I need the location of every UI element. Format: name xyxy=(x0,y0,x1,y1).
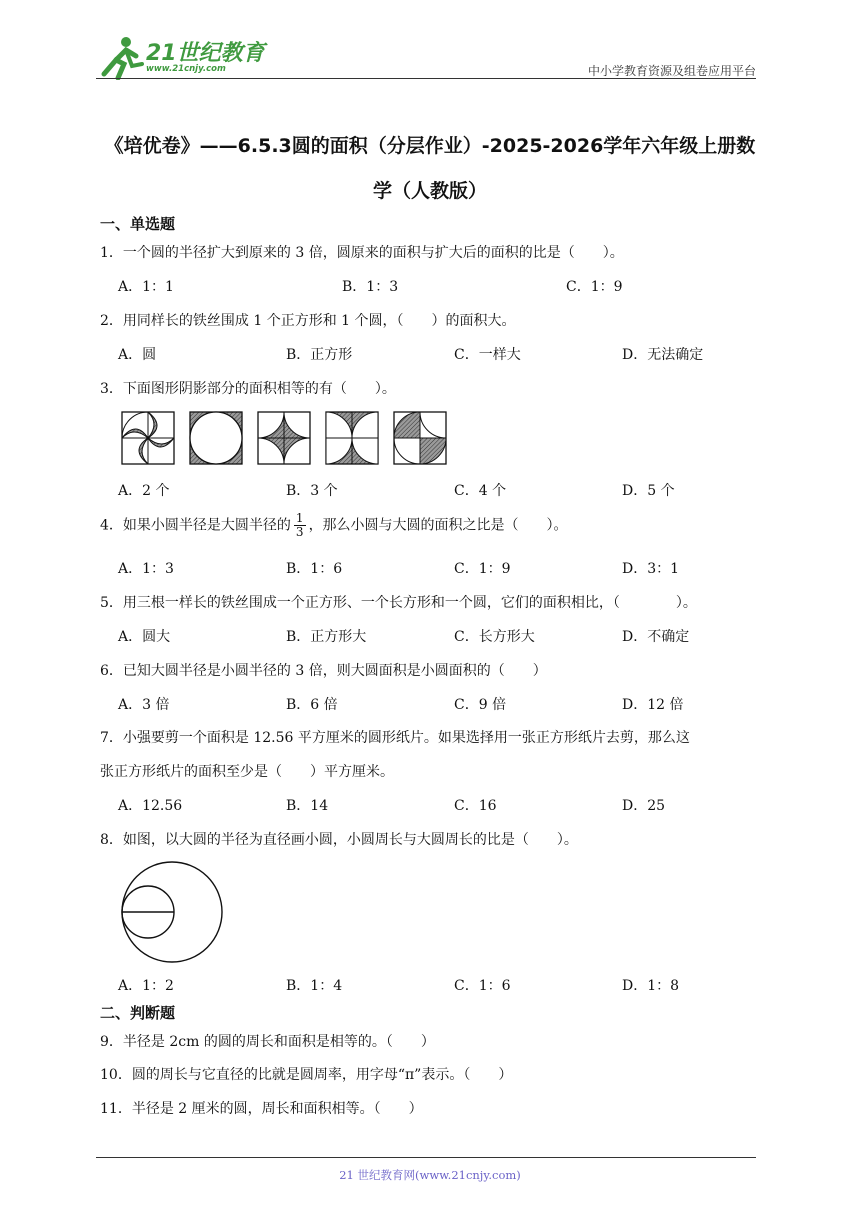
footer-link[interactable]: 21 世纪教育网(www.21cnjy.com) xyxy=(339,1168,521,1182)
q4-option-a: A．1：3 xyxy=(118,561,174,577)
section-heading-single-choice: 一、单选题 xyxy=(100,215,176,233)
q4-option-c: C．1：9 xyxy=(454,561,511,577)
question-2: 2．用同样长的铁丝围成 1 个正方形和 1 个圆，（ ）的面积大。 xyxy=(100,313,516,329)
q3-option-d: D．5 个 xyxy=(622,483,675,499)
question-4 xyxy=(100,512,568,539)
q4-option-b: B．1：6 xyxy=(286,561,343,577)
q4-text-after: ，那么小圆与大圆的面积之比是（ ）。 xyxy=(308,517,568,534)
page-title-line2: 学（人教版） xyxy=(372,180,487,202)
question-1: 1．一个圆的半径扩大到原来的 3 倍，圆原来的面积与扩大后的面积的比是（ ）。 xyxy=(100,245,624,261)
q3-option-b: B．3 个 xyxy=(286,483,338,499)
q1-option-a: A．1：1 xyxy=(118,279,174,295)
q5-option-d: D．不确定 xyxy=(622,629,690,645)
q5-option-c: C．长方形大 xyxy=(454,629,535,645)
q8-option-b: B．1：4 xyxy=(286,978,343,994)
q4-fraction-denominator: 3 xyxy=(295,525,304,539)
q1-option-c: C．1：9 xyxy=(566,279,623,295)
question-7-line2: 张正方形纸片的面积至少是（ ）平方厘米。 xyxy=(100,764,394,780)
logo-url: www.21cnjy.com xyxy=(146,64,226,74)
logo xyxy=(96,34,266,80)
q3-option-a: A．2 个 xyxy=(118,483,170,499)
question-10: 10．圆的周长与它直径的比就是圆周率，用字母“π”表示。（ ） xyxy=(100,1067,513,1083)
q5-option-a: A．圆大 xyxy=(118,629,171,645)
q7-option-b: B．14 xyxy=(286,798,329,814)
q7-option-d: D．25 xyxy=(622,798,666,814)
q6-option-d: D．12 倍 xyxy=(622,697,684,713)
question-8: 8．如图，以大圆的半径为直径画小圆，小圆周长与大圆周长的比是（ ）。 xyxy=(100,832,578,848)
q3-option-c: C．4 个 xyxy=(454,483,507,499)
q6-option-c: C．9 倍 xyxy=(454,697,507,713)
q8-option-d: D．1：8 xyxy=(622,978,680,994)
figure-quarter-arcs xyxy=(394,412,446,464)
figure-concave-star xyxy=(258,412,310,464)
q4-option-d: D．3：1 xyxy=(622,561,680,577)
q8-option-c: C．1：6 xyxy=(454,978,511,994)
q2-option-a: A．圆 xyxy=(118,347,157,363)
q6-option-a: A．3 倍 xyxy=(118,697,170,713)
figure-pinwheel xyxy=(122,412,174,464)
q1-option-b: B．1：3 xyxy=(342,279,399,295)
q8-option-a: A．1：2 xyxy=(118,978,174,994)
header-tagline: 中小学教育资源及组卷应用平台 xyxy=(587,64,756,78)
q2-option-b: B．正方形 xyxy=(286,347,353,363)
q6-option-b: B．6 倍 xyxy=(286,697,338,713)
page-title-line1: 《培优卷》——6.5.3圆的面积（分层作业）-2025-2026学年六年级上册数 xyxy=(104,135,756,157)
q4-text-before: 4．如果小圆半径是大圆半径的 xyxy=(100,517,291,534)
question-3: 3．下面图形阴影部分的面积相等的有（ ）。 xyxy=(100,381,396,397)
q2-option-c: C．一样大 xyxy=(454,347,521,363)
header-divider xyxy=(96,78,756,79)
q7-option-a: A．12.56 xyxy=(118,798,183,814)
footer-divider xyxy=(96,1157,756,1158)
q4-fraction-numerator: 1 xyxy=(295,511,304,525)
runner-logo-icon xyxy=(96,34,144,80)
question-6: 6．已知大圆半径是小圆半径的 3 倍，则大圆面积是小圆面积的（ ） xyxy=(100,663,547,679)
question-9: 9．半径是 2cm 的圆的周长和面积是相等的。（ ） xyxy=(100,1034,435,1050)
question-5: 5．用三根一样长的铁丝围成一个正方形、一个长方形和一个圆，它们的面积相比，（ ）。 xyxy=(100,595,697,611)
logo-text: 21世纪教育 xyxy=(146,41,265,66)
question-7-line1: 7．小强要剪一个面积是 12.56 平方厘米的圆形纸片。如果选择用一张正方形纸片去剪，那么这 xyxy=(100,730,690,746)
figure-half-circles xyxy=(326,412,378,464)
figure-circle-in-square xyxy=(190,412,242,464)
question-11: 11．半径是 2 厘米的圆，周长和面积相等。（ ） xyxy=(100,1101,423,1117)
q2-option-d: D．无法确定 xyxy=(622,347,704,363)
page-header xyxy=(96,28,756,80)
q4-fraction xyxy=(294,512,306,539)
q8-circles-figure xyxy=(116,858,228,966)
q3-shaded-figures xyxy=(120,410,452,466)
section-heading-true-false: 二、判断题 xyxy=(100,1004,176,1022)
q5-option-b: B．正方形大 xyxy=(286,629,367,645)
q7-option-c: C．16 xyxy=(454,798,497,814)
